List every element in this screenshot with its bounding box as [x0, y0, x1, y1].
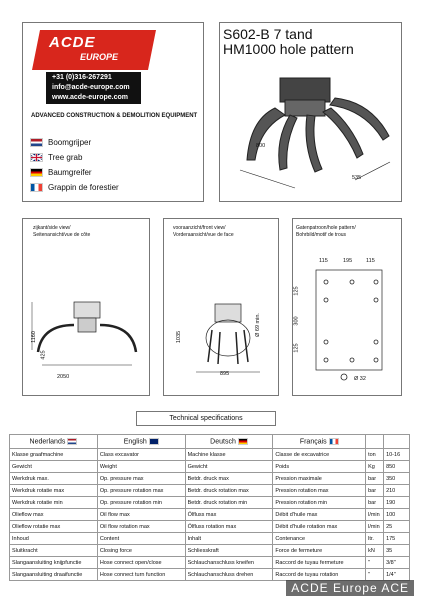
table-cell: Kg	[366, 461, 384, 473]
table-cell: 175	[384, 533, 410, 545]
brand-phone: +31 (0)316-267291	[49, 74, 115, 81]
hole-dim-1: 115	[319, 258, 328, 264]
table-row	[10, 557, 410, 569]
table-cell: Ölfluss rotation max	[185, 521, 273, 533]
uk-flag-icon	[30, 153, 43, 162]
watermark: ACDE Europe ACE	[286, 580, 414, 596]
table-cell: Betdr. druck rotation max	[185, 485, 273, 497]
table-cell: Pression rotation min	[273, 497, 366, 509]
uk-flag-icon	[149, 438, 159, 445]
table-cell: 190	[384, 497, 410, 509]
hole-pattern-drawing	[300, 262, 400, 386]
table-cell: bar	[366, 485, 384, 497]
table-cell: 35	[384, 545, 410, 557]
table-cell: Raccord de tuyau fermeture	[273, 557, 366, 569]
table-cell: Débit d'huile rotation max	[273, 521, 366, 533]
spec-title: Technical specifications	[136, 411, 276, 426]
table-cell: Betdr. druck rotation min	[185, 497, 273, 509]
table-cell: Sluitkracht	[10, 545, 98, 557]
table-row	[10, 545, 410, 557]
table-cell: Débit d'huile max	[273, 509, 366, 521]
hole-dim-6: 125	[293, 343, 300, 353]
table-cell: l/min	[366, 509, 384, 521]
de-flag-icon	[30, 168, 43, 177]
table-cell: Schliesskraft	[185, 545, 273, 557]
table-cell: Werkdruk max.	[10, 473, 98, 485]
table-cell: 100	[384, 509, 410, 521]
table-row	[10, 521, 410, 533]
lang-fr: Grappin de forestier	[30, 181, 119, 193]
table-cell: "	[366, 569, 384, 581]
fr-flag-icon	[329, 438, 339, 445]
brand-web: www.acde-europe.com	[49, 94, 131, 101]
table-cell: 350	[384, 473, 410, 485]
table-cell: Contenance	[273, 533, 366, 545]
table-cell: Werkdruk rotatie max	[10, 485, 98, 497]
table-cell: 3/8"	[384, 557, 410, 569]
brand-tagline: ADVANCED CONSTRUCTION & DEMOLITION EQUIPMENT	[31, 113, 198, 119]
hero-dim-width: 800	[256, 143, 266, 149]
table-cell: Hose connect turn function	[97, 569, 185, 581]
table-row	[10, 497, 410, 509]
table-cell: Machine klasse	[185, 449, 273, 461]
side-dim-tine: 425	[40, 350, 47, 360]
side-view-title: zijkant/side view/ Seitenansicht/vue de côte	[33, 225, 91, 238]
header-fr: Français	[273, 435, 366, 449]
side-dim-width: 2050	[57, 374, 70, 380]
table-cell: l/min	[366, 521, 384, 533]
table-cell: Class excavator	[97, 449, 185, 461]
front-dim-rotator: Ø 69 min.	[254, 313, 261, 337]
front-view-title: vooraanzicht/front view/ Vorderaansicht/vue de face	[173, 225, 234, 238]
table-row	[10, 533, 410, 545]
table-cell: Weight	[97, 461, 185, 473]
table-cell: 25	[384, 521, 410, 533]
fr-flag-icon	[30, 183, 43, 192]
table-cell: "	[366, 557, 384, 569]
table-row	[10, 473, 410, 485]
table-row	[10, 449, 410, 461]
brand-sub: EUROPE	[80, 52, 119, 62]
table-cell: Schlauchanschluss kneifen	[185, 557, 273, 569]
hole-dim-2: 195	[343, 258, 353, 264]
header-nl: Nederlands	[10, 435, 98, 449]
table-row	[10, 461, 410, 473]
table-cell: Slangaansluiting knijpfunctie	[10, 557, 98, 569]
table-cell: Slangaansluiting draaifunctie	[10, 569, 98, 581]
table-cell: 10-16	[384, 449, 410, 461]
table-cell: Op. pressure max	[97, 473, 185, 485]
table-cell: Op. pressure rotation min	[97, 497, 185, 509]
table-cell: Op. pressure rotation max	[97, 485, 185, 497]
hole-dim-4: 125	[293, 286, 300, 296]
table-cell: Schlauchanschluss drehen	[185, 569, 273, 581]
hole-pattern-title: Gatenpatroon/hole pattern/ Bohrbild/motif de trous	[296, 225, 356, 238]
table-cell: Oil flow max	[97, 509, 185, 521]
table-cell: Inhalt	[185, 533, 273, 545]
table-cell: Werkdruk rotatie min	[10, 497, 98, 509]
de-flag-icon	[238, 438, 248, 445]
header-de: Deutsch	[185, 435, 273, 449]
hole-dim-5: 300	[293, 316, 300, 326]
table-row	[10, 509, 410, 521]
hero-dim-depth: 535	[352, 175, 362, 181]
table-row	[10, 485, 410, 497]
spec-table	[9, 434, 410, 581]
side-view-drawing	[24, 290, 148, 390]
table-cell: Olieflow rotatie max	[10, 521, 98, 533]
table-row	[10, 569, 410, 581]
front-dim-height: 1035	[176, 330, 183, 344]
table-cell: kN	[366, 545, 384, 557]
table-cell: 850	[384, 461, 410, 473]
table-cell: Klasse graafmachine	[10, 449, 98, 461]
table-cell: Gewicht	[185, 461, 273, 473]
table-cell: Raccord de tuyau rotation	[273, 569, 366, 581]
hole-dim-3: 115	[366, 258, 375, 264]
grab-illustration	[235, 70, 395, 190]
table-cell: Ölfluss max	[185, 509, 273, 521]
lang-nl: Boomgrijper	[30, 136, 91, 148]
table-cell: Force de fermeture	[273, 545, 366, 557]
table-cell: Gewicht	[10, 461, 98, 473]
nl-flag-icon	[67, 438, 77, 445]
table-cell: 1/4"	[384, 569, 410, 581]
table-cell: 210	[384, 485, 410, 497]
table-cell: bar	[366, 497, 384, 509]
brand-email: info@acde-europe.com	[49, 84, 133, 91]
front-dim-width: 895	[220, 371, 230, 377]
hole-dim-7: Ø 32	[354, 376, 366, 382]
header-en: English	[97, 435, 185, 449]
brand-name: ACDE	[49, 34, 96, 51]
side-dim-height: 1160	[30, 331, 37, 343]
table-cell: Pression maximale	[273, 473, 366, 485]
table-cell: Olieflow max	[10, 509, 98, 521]
table-cell: ton	[366, 449, 384, 461]
table-cell: bar	[366, 473, 384, 485]
table-cell: Poids	[273, 461, 366, 473]
table-cell: ltr.	[366, 533, 384, 545]
nl-flag-icon	[30, 138, 43, 147]
table-cell: Betdr. druck max	[185, 473, 273, 485]
table-cell: Closing force	[97, 545, 185, 557]
table-cell: Pression rotation max	[273, 485, 366, 497]
lang-uk: Tree grab	[30, 151, 82, 163]
model-title: S602-B 7 tand HM1000 hole pattern	[223, 26, 354, 57]
table-cell: Hose connect open/close	[97, 557, 185, 569]
lang-de: Baumgreifer	[30, 166, 92, 178]
table-cell: Content	[97, 533, 185, 545]
table-cell: Classe de excavatrice	[273, 449, 366, 461]
table-cell: Oil flow rotation max	[97, 521, 185, 533]
table-cell: Inhoud	[10, 533, 98, 545]
